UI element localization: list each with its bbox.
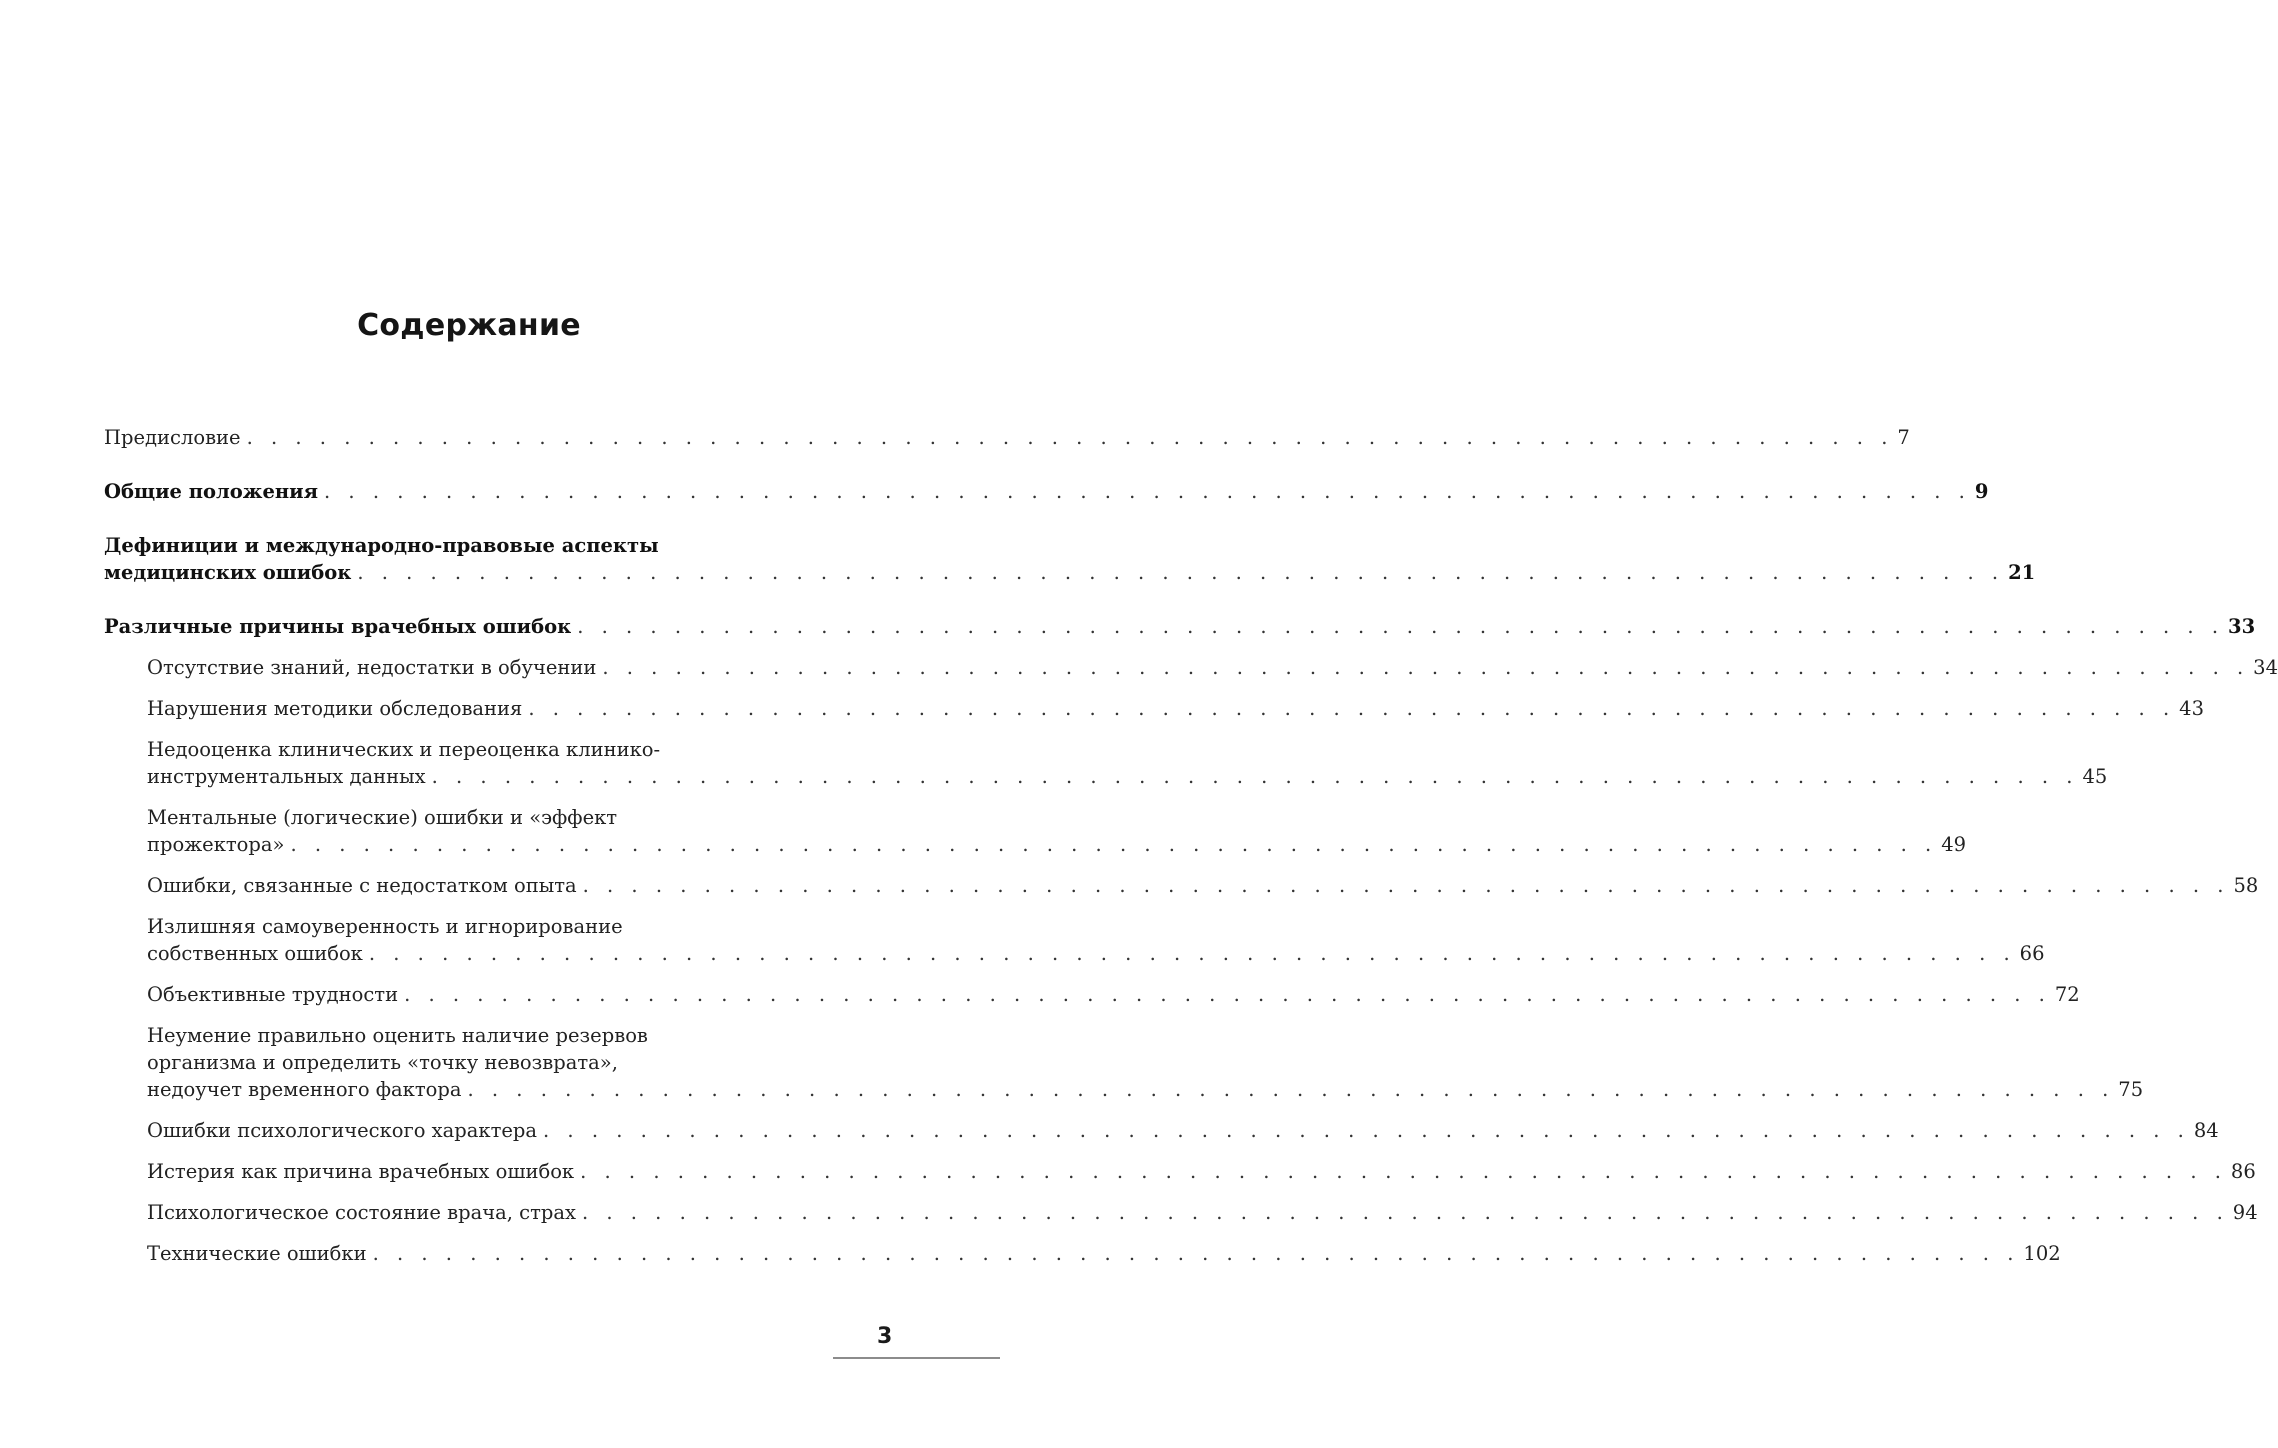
toc-entry-title: Ошибки, связанные с недостатком опыта <box>147 874 577 897</box>
toc-leader-dots: . . . . . . . . . . . . . . . . . . . . . . . . . . . . . . . . . . . . . . . . . . . . . . . . . . . . . . . . . . . . . . . . . . . . <box>580 1160 2227 1183</box>
toc-entry-title: Истерия как причина врачебных ошибок <box>147 1160 575 1183</box>
toc-subentry[interactable] <box>104 1158 2256 1185</box>
toc-entry-page: 86 <box>2230 1160 2256 1183</box>
toc-entry-title-line1: Недооценка клинических и переоценка клинико- <box>147 738 661 761</box>
toc-entry-title-line1: Дефиниции и международно-правовые аспекты <box>104 534 659 557</box>
toc-entry-title-line1: Излишняя самоуверенность и игнорирование <box>147 915 623 938</box>
toc-entry-page: 75 <box>2118 1078 2144 1101</box>
toc-entry-title-line1: Неумение правильно оценить наличие резервов <box>147 1024 648 1047</box>
toc-entry-title: инструментальных данных <box>147 765 426 788</box>
toc-entry-page: 7 <box>1897 426 1910 449</box>
table-of-contents <box>104 424 2278 1281</box>
page-number: 3 <box>877 1324 893 1349</box>
toc-leader-dots: . . . . . . . . . . . . . . . . . . . . . . . . . . . . . . . . . . . . . . . . . . . . . . . . . . . . . . . . . . . . . . . . . . . . <box>246 426 1894 449</box>
toc-entry-page: 21 <box>2008 561 2036 584</box>
toc-entry-title: Нарушения методики обследования <box>147 697 523 720</box>
toc-subentry[interactable] <box>104 981 2080 1008</box>
toc-entry-page: 84 <box>2193 1119 2219 1142</box>
toc-subentry[interactable] <box>104 913 2045 967</box>
toc-entry-title: Различные причины врачебных ошибок <box>104 615 572 638</box>
toc-leader-dots: . . . . . . . . . . . . . . . . . . . . . . . . . . . . . . . . . . . . . . . . . . . . . . . . . . . . . . . . . . . . . . . . . . . . <box>602 656 2250 679</box>
toc-entry-title: собственных ошибок <box>147 942 363 965</box>
toc-subentry[interactable] <box>104 1022 2144 1103</box>
toc-subentry[interactable] <box>104 1240 2061 1267</box>
toc-entry-title: Предисловие <box>104 426 241 449</box>
toc-leader-dots: . . . . . . . . . . . . . . . . . . . . . . . . . . . . . . . . . . . . . . . . . . . . . . . . . . . . . . . . . . . . . . . . . . . . <box>528 697 2176 720</box>
footer-rule <box>833 1357 1000 1359</box>
toc-leader-dots: . . . . . . . . . . . . . . . . . . . . . . . . . . . . . . . . . . . . . . . . . . . . . . . . . . . . . . . . . . . . . . . . . . . . <box>543 1119 2190 1142</box>
toc-leader-dots: . . . . . . . . . . . . . . . . . . . . . . . . . . . . . . . . . . . . . . . . . . . . . . . . . . . . . . . . . . . . . . . . . . . . <box>582 874 2230 897</box>
toc-entry-title-line1: Ментальные (логические) ошибки и «эффект <box>147 806 618 829</box>
toc-leader-dots: . . . . . . . . . . . . . . . . . . . . . . . . . . . . . . . . . . . . . . . . . . . . . . . . . . . . . . . . . . . . . . . . . . . . <box>324 480 1971 503</box>
toc-subentry[interactable] <box>104 1117 2219 1144</box>
toc-entry-definitions[interactable] <box>104 532 2036 586</box>
toc-leader-dots: . . . . . . . . . . . . . . . . . . . . . . . . . . . . . . . . . . . . . . . . . . . . . . . . . . . . . . . . . . . . . . . . . . . . <box>368 942 2016 965</box>
toc-entry-page: 58 <box>2233 874 2259 897</box>
toc-entry-title: Общие положения <box>104 480 319 503</box>
toc-entry-general[interactable] <box>104 478 1989 505</box>
toc-subentry[interactable] <box>104 804 1967 858</box>
toc-entry-page: 72 <box>2054 983 2080 1006</box>
page-title: Содержание <box>357 308 581 343</box>
toc-leader-dots: . . . . . . . . . . . . . . . . . . . . . . . . . . . . . . . . . . . . . . . . . . . . . . . . . . . . . . . . . . . . . . . . . . . . <box>467 1078 2115 1101</box>
toc-entry-page: 49 <box>1941 833 1967 856</box>
toc-entry-title: Ошибки психологического характера <box>147 1119 538 1142</box>
toc-leader-dots: . . . . . . . . . . . . . . . . . . . . . . . . . . . . . . . . . . . . . . . . . . . . . . . . . . . . . . . . . . . . . . . . . . . . <box>431 765 2079 788</box>
toc-entry-preface[interactable] <box>104 424 1910 451</box>
toc-leader-dots: . . . . . . . . . . . . . . . . . . . . . . . . . . . . . . . . . . . . . . . . . . . . . . . . . . . . . . . . . . . . . . . . . . . . <box>581 1201 2229 1224</box>
toc-entry-page: 33 <box>2228 615 2256 638</box>
toc-entry-title: недоучет временного фактора <box>147 1078 462 1101</box>
toc-subentry[interactable] <box>104 1199 2258 1226</box>
toc-entry-title: Объективные трудности <box>147 983 399 1006</box>
toc-leader-dots: . . . . . . . . . . . . . . . . . . . . . . . . . . . . . . . . . . . . . . . . . . . . . . . . . . . . . . . . . . . . . . . . . . . . <box>577 615 2225 638</box>
toc-entry-causes[interactable] <box>104 613 2256 640</box>
toc-subentry[interactable] <box>104 736 2108 790</box>
toc-entry-page: 43 <box>2179 697 2204 720</box>
toc-entry-title: медицинских ошибок <box>104 561 352 584</box>
toc-entry-title: Психологическое состояние врача, страх <box>147 1201 576 1224</box>
toc-entry-title-line2: организма и определить «точку невозврата», <box>147 1051 618 1074</box>
toc-entry-page: 102 <box>2023 1242 2061 1265</box>
toc-leader-dots: . . . . . . . . . . . . . . . . . . . . . . . . . . . . . . . . . . . . . . . . . . . . . . . . . . . . . . . . . . . . . . . . . . . . <box>357 561 2005 584</box>
toc-subentry[interactable] <box>104 654 2278 681</box>
toc-entry-title: Технические ошибки <box>147 1242 367 1265</box>
toc-entry-page: 34 <box>2253 656 2278 679</box>
toc-entry-page: 45 <box>2082 765 2108 788</box>
toc-entry-title: Отсутствие знаний, недостатки в обучении <box>147 656 597 679</box>
toc-leader-dots: . . . . . . . . . . . . . . . . . . . . . . . . . . . . . . . . . . . . . . . . . . . . . . . . . . . . . . . . . . . . . . . . . . . . <box>404 983 2051 1006</box>
toc-leader-dots: . . . . . . . . . . . . . . . . . . . . . . . . . . . . . . . . . . . . . . . . . . . . . . . . . . . . . . . . . . . . . . . . . . . . <box>372 1242 2020 1265</box>
toc-subentry[interactable] <box>104 695 2204 722</box>
toc-entry-title: прожектора» <box>147 833 285 856</box>
toc-entry-page: 9 <box>1974 480 1989 503</box>
toc-subentry[interactable] <box>104 872 2259 899</box>
toc-entry-page: 66 <box>2019 942 2045 965</box>
toc-entry-page: 94 <box>2232 1201 2258 1224</box>
toc-leader-dots: . . . . . . . . . . . . . . . . . . . . . . . . . . . . . . . . . . . . . . . . . . . . . . . . . . . . . . . . . . . . . . . . . . . . <box>290 833 1938 856</box>
